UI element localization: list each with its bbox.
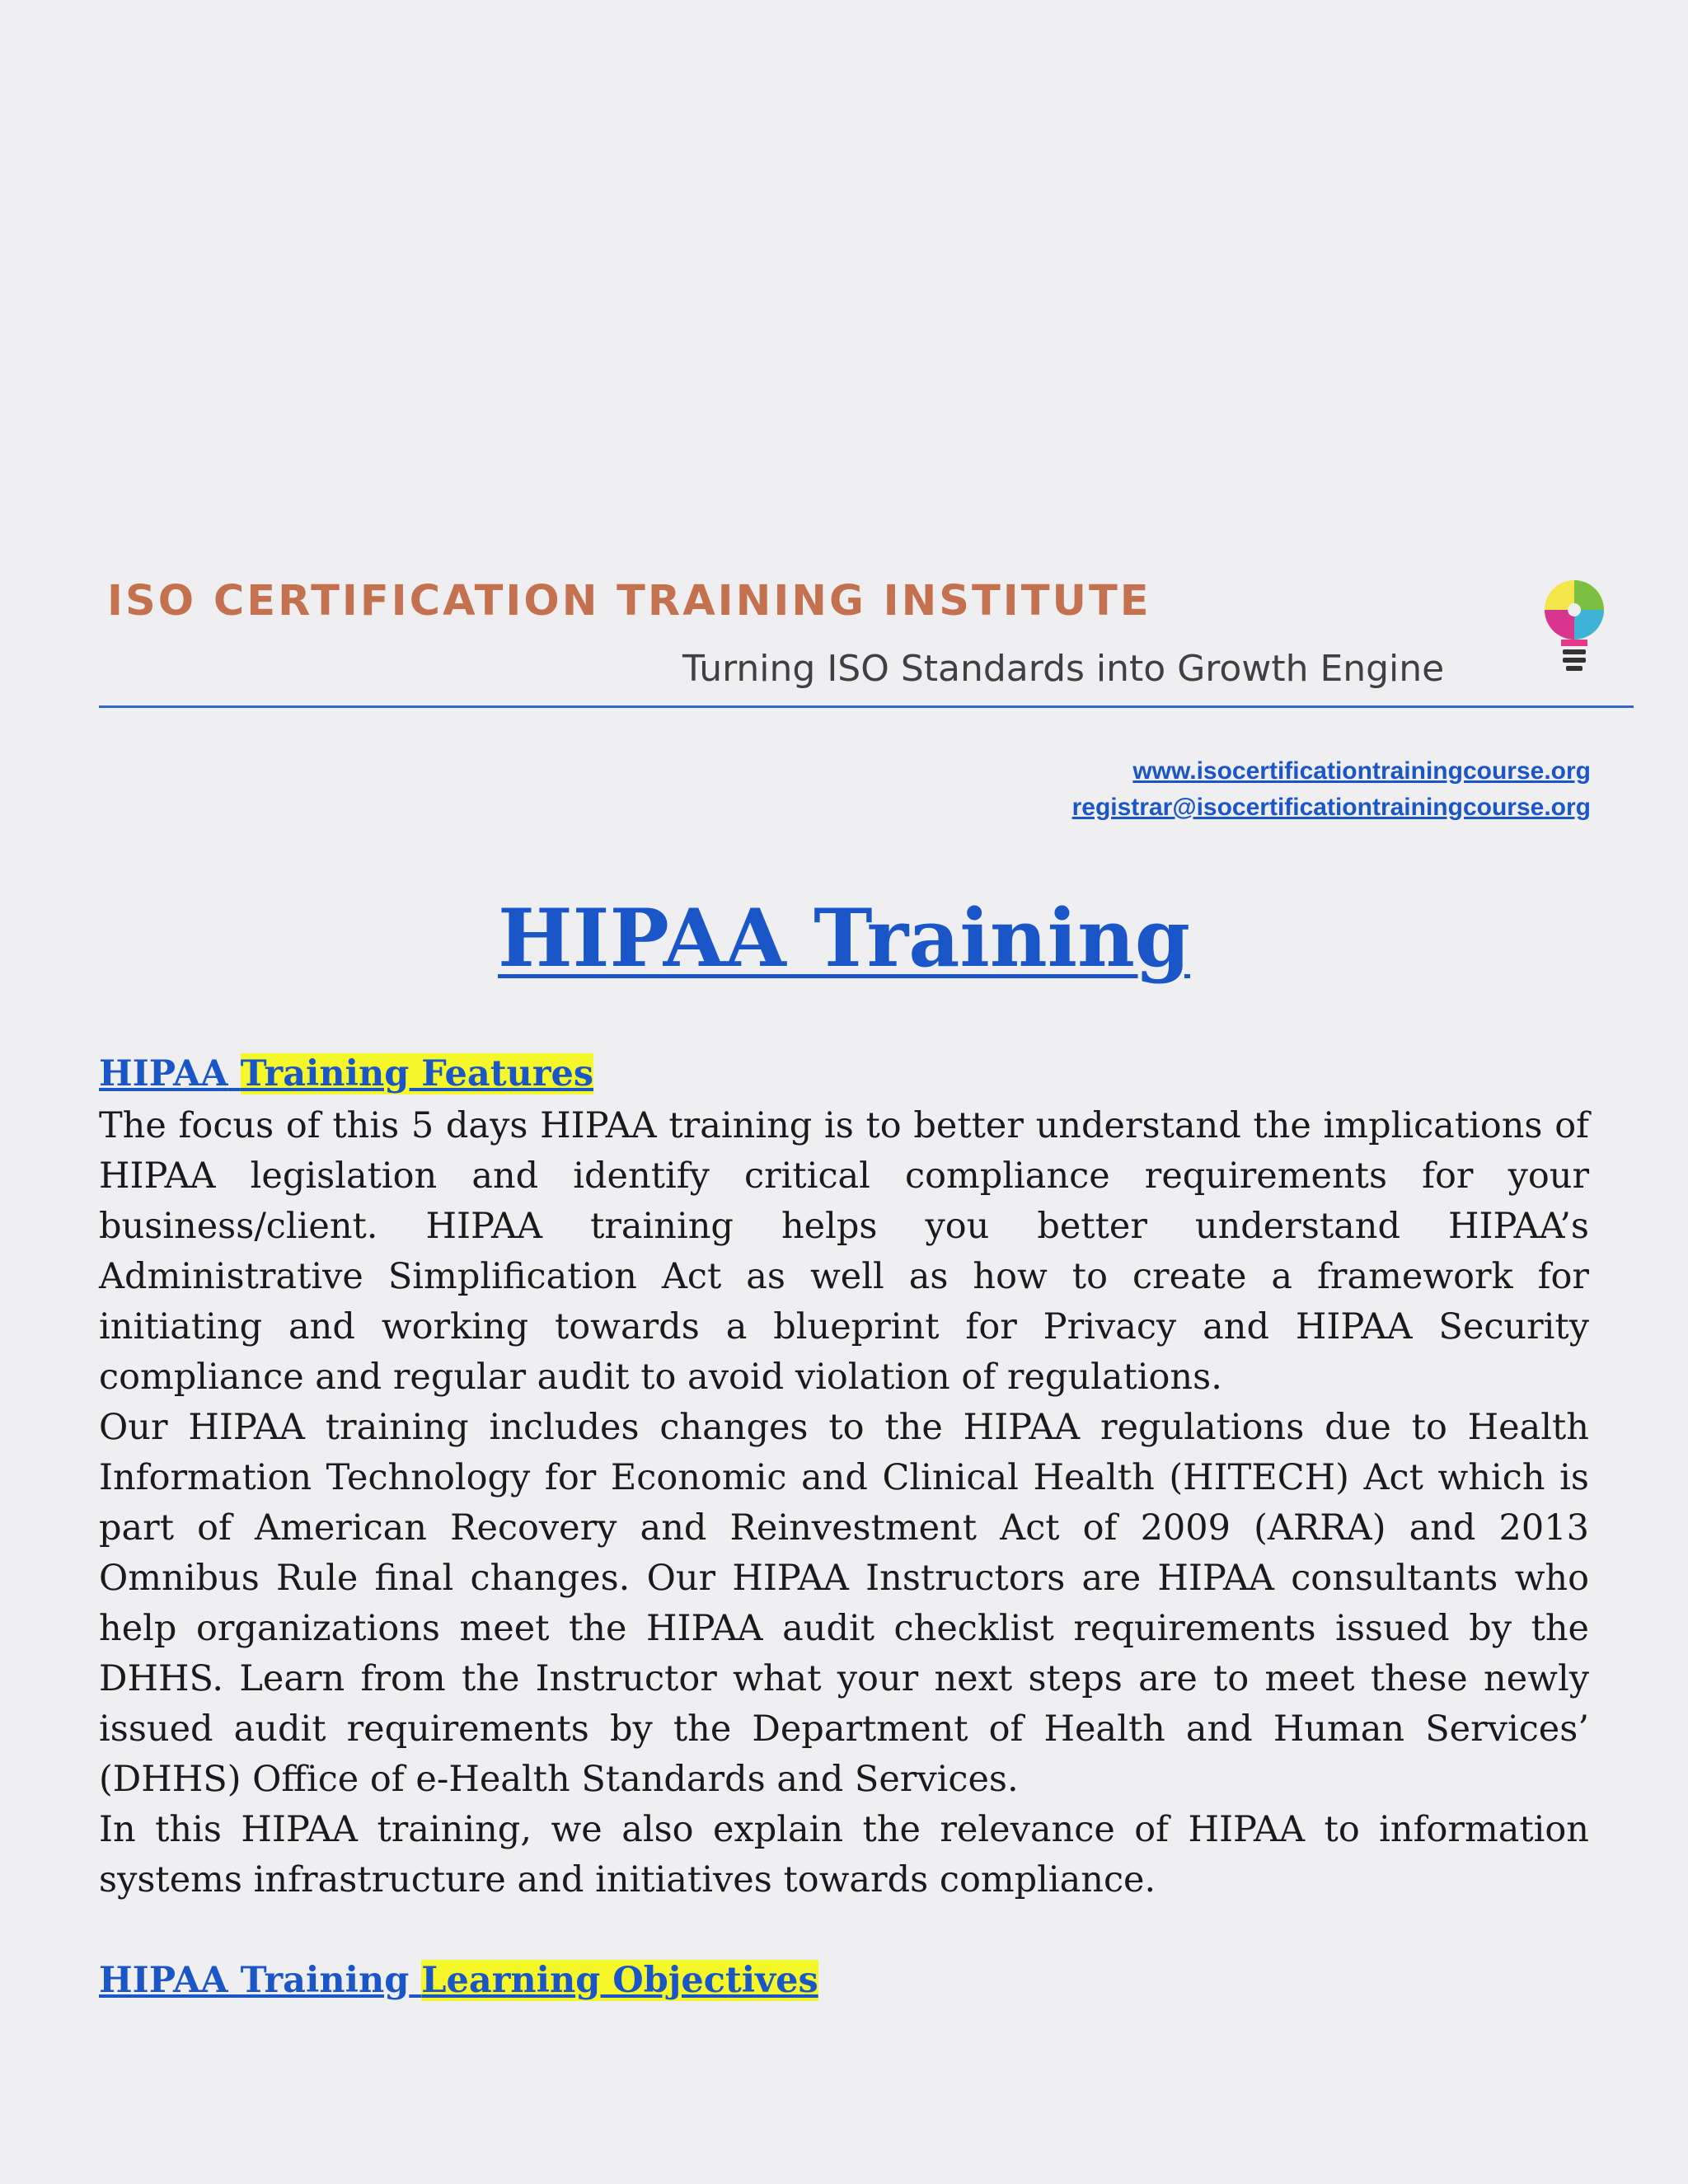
- page-title: [0, 892, 1688, 985]
- org-name: ISO CERTIFICATION TRAINING INSTITUTE: [107, 577, 1151, 626]
- website-link[interactable]: www.isocertificationtrainingcourse.org: [1132, 757, 1591, 785]
- features-body: [99, 1101, 1589, 1905]
- paragraph: The focus of this 5 days HIPAA training is to better understand the implications of HIPAA legislation and identify critical compliance requirements for your business/client. HIPAA training helps you better understand HIPAA’s Administrative Simplification Act as well as how to create a framework for initiating and working towards a blueprint for Privacy and HIPAA Security compliance and regular audit to avoid violation of regulations.: [99, 1105, 1589, 1398]
- section-heading-objectives: [99, 1960, 818, 2001]
- paragraph: Our HIPAA training includes changes to the HIPAA regulations due to Health Information Technology for Economic and Clinical Health (HITECH) Act which is part of American Recovery and Reinvestment Act of 2009 (ARRA) and 2013 Omnibus Rule final changes. Our HIPAA Instructors are HIPAA consultants who help organizations meet the HIPAA audit checklist requirements issued by the DHHS. Learn from the Instructor what your next steps are to meet these newly issued audit requirements by the Department of Health and Human Services’ (DHHS) Office of e-Health Standards and Services.: [99, 1407, 1589, 1800]
- paragraph: In this HIPAA training, we also explain the relevance of HIPAA to information systems infrastructure and initiatives towards compliance.: [99, 1809, 1589, 1900]
- page-title-text: HIPAA Training: [497, 892, 1191, 985]
- page-header: [99, 569, 1634, 707]
- section-heading-features-part1: HIPAA: [99, 1053, 228, 1094]
- section-heading-objectives-part2: Learning Objectives: [421, 1960, 818, 2001]
- email-link[interactable]: registrar@isocertificationtrainingcourse.org: [1071, 794, 1591, 821]
- section-heading-features: [99, 1053, 593, 1094]
- org-tagline: Turning ISO Standards into Growth Engine: [682, 648, 1445, 690]
- contact-block: [742, 753, 1591, 826]
- section-heading-objectives-part1: HIPAA Training: [99, 1960, 410, 2001]
- lightbulb-puzzle-icon: [1533, 569, 1615, 701]
- header-divider: [99, 705, 1634, 708]
- section-heading-features-part2: Training Features: [240, 1053, 594, 1094]
